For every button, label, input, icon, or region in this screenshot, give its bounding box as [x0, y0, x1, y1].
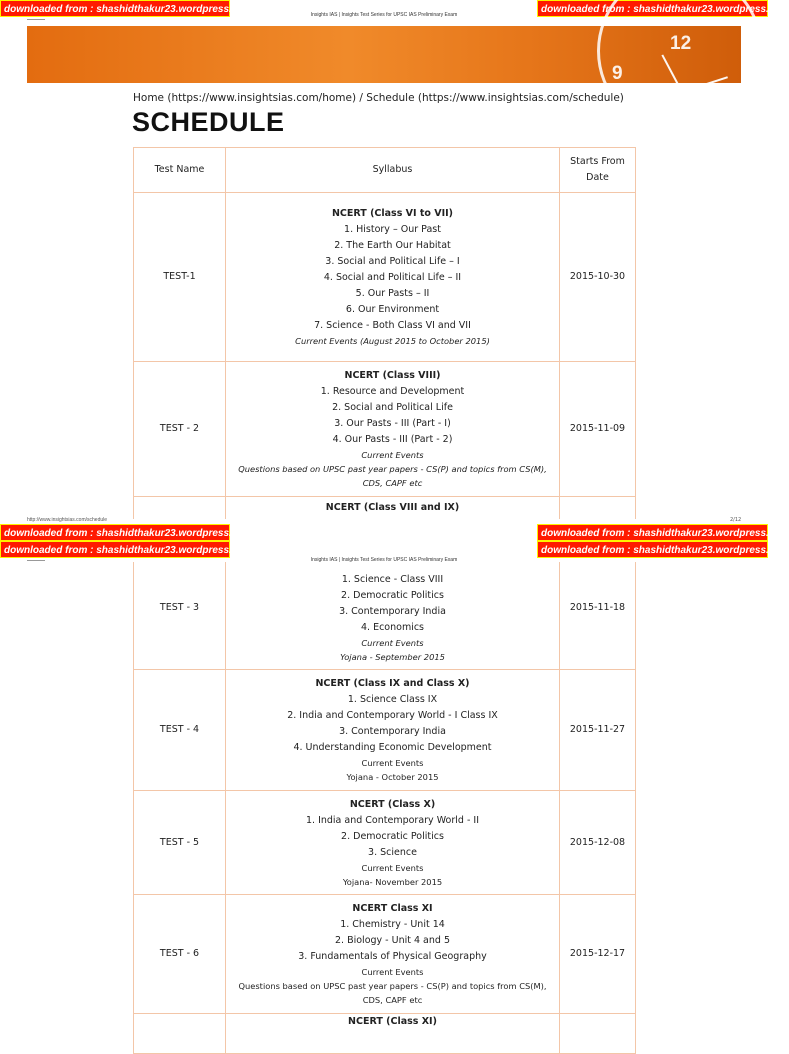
- syllabus-cell: [226, 670, 560, 791]
- syllabus-item: 3. Contemporary India: [339, 726, 446, 737]
- breadcrumb: [133, 92, 624, 104]
- syllabus-heading: NCERT (Class VIII and IX): [325, 502, 460, 513]
- test-name: TEST-1: [134, 193, 226, 362]
- breadcrumb-home-link[interactable]: Home (https://www.insightsias.com/home): [133, 92, 357, 104]
- test-name: [134, 1014, 226, 1054]
- table-row: [134, 670, 636, 791]
- syllabus-note: Yojana- November 2015: [342, 876, 443, 887]
- syllabus-cell: [226, 791, 560, 895]
- syllabus-note: Current Events: [361, 758, 424, 768]
- syllabus-cell: [226, 193, 560, 362]
- test-name: TEST - 4: [134, 670, 226, 791]
- clock-twelve: 12: [670, 33, 692, 54]
- col-syllabus: Syllabus: [226, 148, 560, 193]
- page-title: SCHEDULE: [132, 107, 285, 137]
- syllabus-note: Questions based on UPSC past year papers - CS(P) and topics from CS(M),: [238, 464, 547, 474]
- header-banner: [27, 26, 754, 84]
- breadcrumb-schedule-link[interactable]: Schedule (https://www.insightsias.com/schedule): [366, 92, 624, 104]
- test-name: TEST - 5: [134, 791, 226, 895]
- syllabus-note: Current Events: [361, 638, 424, 648]
- col-test-name: Test Name: [134, 148, 226, 193]
- breadcrumb-separator: /: [356, 92, 367, 104]
- start-date: 2015-12-17: [560, 895, 636, 1014]
- watermark-stamp: downloaded from : shashidthakur23.wordpress.com: [0, 524, 230, 541]
- syllabus-item: 2. Social and Political Life: [332, 402, 453, 413]
- clock-three: 3: [743, 63, 754, 84]
- syllabus-note: Yojana - October 2015: [346, 772, 439, 782]
- syllabus-note: Questions based on UPSC past year papers - CS(P) and topics from CS(M),: [238, 981, 547, 991]
- start-date: 2015-11-27: [560, 670, 636, 791]
- clock-graphic: [597, 0, 763, 134]
- watermark-stamp: downloaded from : shashidthakur23.wordpress.com: [537, 541, 768, 558]
- syllabus-item: 1. Science - Class VIII: [341, 574, 444, 585]
- syllabus-heading: NCERT (Class VIII): [344, 370, 441, 381]
- start-date: 2015-10-30: [560, 193, 636, 362]
- syllabus-item: 1. Resource and Development: [320, 386, 465, 397]
- table-row: [134, 895, 636, 1014]
- syllabus-heading: NCERT Class XI: [352, 903, 433, 914]
- syllabus-item: 3. Our Pasts - III (Part - I): [334, 418, 451, 429]
- syllabus-item: 4. Our Pasts - III (Part - 2): [332, 434, 453, 445]
- start-date: 2015-12-08: [560, 791, 636, 895]
- syllabus-item: 3. Fundamentals of Physical Geography: [298, 951, 487, 962]
- clock-hand: [682, 76, 728, 93]
- watermark-stamp: downloaded from : shashidthakur23.wordpress.com: [537, 524, 768, 541]
- footer-url: http://www.insightsias.com/schedule: [27, 517, 108, 523]
- syllabus-item: 2. Democratic Politics: [341, 590, 444, 601]
- syllabus-item: 1. Chemistry - Unit 14: [340, 919, 445, 930]
- col-starts-l2: Date: [586, 172, 609, 183]
- syllabus-note: Current Events: [361, 862, 424, 873]
- syllabus-item: 1. History – Our Past: [344, 224, 441, 235]
- syllabus-item: 1. Science Class IX: [347, 694, 438, 705]
- clock-nine: 9: [612, 63, 623, 84]
- watermark-stamp: downloaded from : shashidthakur23.wordpress.com: [0, 0, 230, 17]
- table-row: [134, 193, 636, 362]
- syllabus-note: Current Events: [361, 450, 424, 460]
- syllabus-item: 3. Social and Political Life – I: [325, 256, 460, 267]
- syllabus-note: CDS, CAPF etc: [362, 995, 423, 1005]
- syllabus-cell: [226, 362, 560, 497]
- page-header: Insights IAS | Insights Test Series for UPSC IAS Preliminary Exam: [310, 557, 458, 563]
- syllabus-cell: [226, 895, 560, 1014]
- syllabus-item: 6. Our Environment: [345, 304, 440, 315]
- syllabus-item: 7. Science - Both Class VI and VII: [314, 320, 471, 331]
- table-row: [134, 791, 636, 895]
- syllabus-item: 4. Understanding Economic Development: [293, 742, 492, 753]
- syllabus-cell: [226, 1014, 560, 1054]
- page-header: Insights IAS | Insights Test Series for UPSC IAS Preliminary Exam: [310, 12, 458, 18]
- start-date: 2015-11-09: [560, 362, 636, 497]
- syllabus-heading: NCERT (Class VI to VII): [331, 208, 454, 219]
- syllabus-heading: NCERT (Class IX and Class X): [315, 678, 470, 689]
- syllabus-item: 5. Our Pasts – II: [355, 288, 430, 299]
- syllabus-heading: NCERT (Class XI): [348, 1016, 437, 1027]
- syllabus-item: 2. Democratic Politics: [341, 830, 444, 842]
- page-mark: [27, 19, 45, 20]
- syllabus-heading: NCERT (Class X): [349, 798, 436, 810]
- syllabus-note: Current Events (August 2015 to October 2015): [295, 336, 490, 346]
- test-name: TEST - 6: [134, 895, 226, 1014]
- syllabus-item: 1. India and Contemporary World - II: [305, 814, 479, 826]
- watermark-stamp: downloaded from : shashidthakur23.wordpress.com: [537, 0, 768, 17]
- syllabus-note: CDS, CAPF etc: [362, 478, 423, 488]
- start-date: 2015-11-18: [560, 497, 636, 670]
- table-row: [134, 1014, 636, 1054]
- col-starts-date: [560, 148, 636, 193]
- syllabus-item: 2. Biology - Unit 4 and 5: [335, 935, 450, 946]
- test-name: TEST - 3: [134, 497, 226, 670]
- table-header-row: [134, 148, 636, 193]
- start-date: [560, 1014, 636, 1054]
- col-starts-l1: Starts From: [570, 156, 625, 167]
- clock-hand: [661, 54, 682, 92]
- syllabus-item: 3. Science: [368, 846, 417, 858]
- syllabus-item: 4. Economics: [360, 622, 425, 633]
- watermark-stamp: downloaded from : shashidthakur23.wordpress.com: [0, 541, 230, 558]
- syllabus-note: Yojana - September 2015: [340, 652, 445, 662]
- footer-page-number: 2/12: [730, 517, 742, 523]
- syllabus-item: 4. Social and Political Life – II: [323, 272, 462, 283]
- syllabus-item: 2. India and Contemporary World - I Class IX: [287, 710, 498, 721]
- syllabus-item: 3. Contemporary India: [339, 606, 446, 617]
- test-name: TEST - 2: [134, 362, 226, 497]
- schedule-table: [133, 147, 636, 1054]
- syllabus-item: 2. The Earth Our Habitat: [334, 240, 451, 251]
- syllabus-note: Current Events: [361, 967, 424, 977]
- table-row: [134, 362, 636, 497]
